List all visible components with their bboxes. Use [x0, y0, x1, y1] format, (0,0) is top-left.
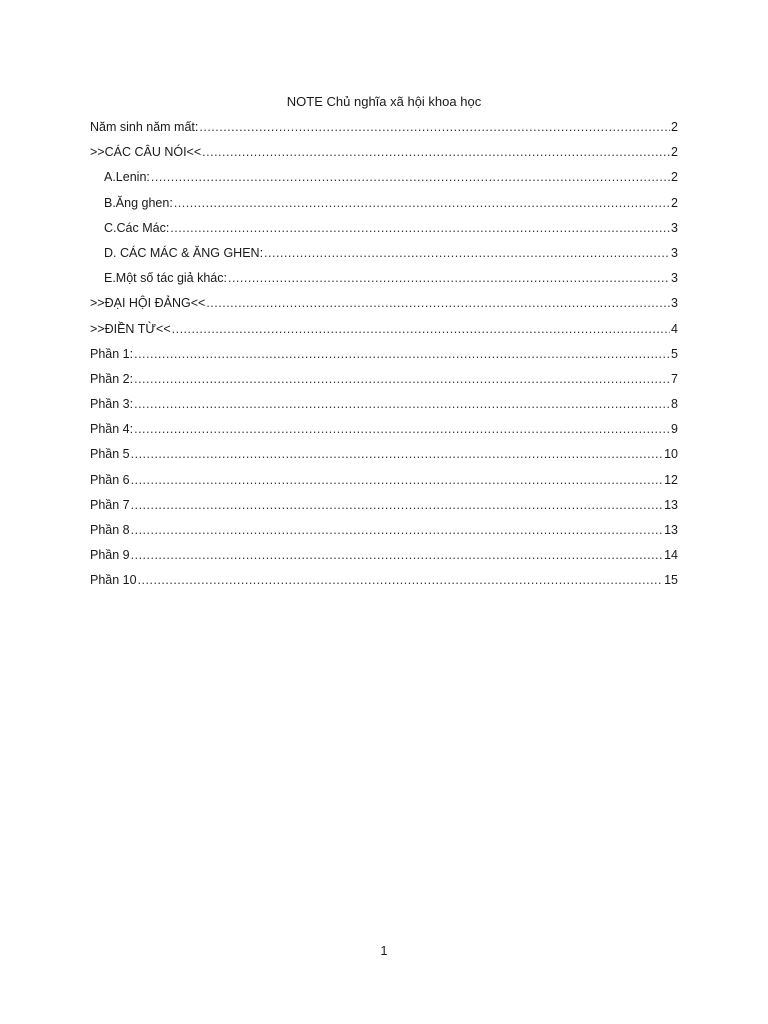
toc-dot-leader: [131, 545, 663, 565]
toc-dot-leader: [202, 142, 670, 162]
toc-entry-label: D. CÁC MÁC & ĂNG GHEN:: [104, 245, 264, 260]
toc-entry-label: E.Một số tác giả khác:: [104, 271, 227, 286]
toc-dot-leader: [170, 218, 670, 238]
page-number: 1: [380, 944, 388, 958]
toc-entry[interactable]: [90, 368, 678, 393]
toc-dot-leader: [228, 268, 670, 288]
toc-entry-page: 13: [664, 497, 678, 512]
toc-dot-leader: [206, 293, 670, 313]
toc-dot-leader: [134, 419, 670, 439]
toc-entry[interactable]: [90, 292, 678, 317]
toc-entry-label: >>ĐIỀN TỪ<<: [90, 321, 171, 336]
toc-entry-page: 2: [671, 120, 678, 134]
toc-entry-page: 3: [671, 271, 678, 286]
toc-dot-leader: [131, 444, 663, 464]
toc-entry-label: Phần 10: [90, 573, 137, 588]
toc-entry-page: 10: [664, 447, 678, 462]
toc-entry-label: Phần 2:: [90, 371, 134, 386]
toc-entry-label: B.Ăng ghen:: [104, 195, 173, 210]
document-title: NOTE Chủ nghĩa xã hội khoa học: [286, 94, 482, 109]
toc-entry-label: Phần 3:: [90, 397, 134, 412]
toc-dot-leader: [174, 193, 670, 213]
toc-dot-leader: [264, 243, 670, 263]
toc-entry-page: 3: [671, 245, 678, 260]
toc-entry-label: A.Lenin:: [104, 170, 150, 185]
toc-entry-label: Phần 6: [90, 472, 130, 487]
toc-entry-page: 2: [671, 195, 678, 210]
toc-entry-label: >>ĐẠI HỘI ĐẢNG<<: [90, 296, 206, 311]
toc-entry-label: >>CÁC CÂU NÓI<<: [90, 145, 202, 160]
toc-entry[interactable]: [90, 443, 678, 468]
toc-entry-page: 15: [664, 573, 678, 588]
toc-entry[interactable]: [90, 267, 678, 292]
toc-entry[interactable]: [90, 569, 678, 594]
toc-dot-leader: [151, 167, 670, 187]
toc-dot-leader: [131, 520, 663, 540]
toc-entry-page: 8: [671, 397, 678, 412]
toc-entry[interactable]: [90, 242, 678, 267]
toc-dot-leader: [199, 117, 670, 137]
toc-dot-leader: [134, 394, 670, 414]
toc-entry[interactable]: [90, 544, 678, 569]
toc-dot-leader: [134, 369, 670, 389]
table-of-contents: [90, 116, 678, 595]
toc-dot-leader: [138, 570, 664, 590]
toc-entry-label: Phần 1:: [90, 346, 134, 361]
toc-entry-label: Phần 8: [90, 523, 130, 537]
toc-entry-label: Phần 7: [90, 497, 130, 512]
toc-entry-page: 7: [671, 371, 678, 386]
toc-entry-label: Phần 5: [90, 447, 130, 462]
toc-entry[interactable]: [90, 519, 678, 544]
toc-entry-label: Phần 9: [90, 548, 130, 563]
toc-entry-page: 4: [671, 321, 678, 336]
toc-entry[interactable]: [90, 494, 678, 519]
toc-entry-page: 13: [664, 523, 678, 537]
toc-entry[interactable]: [90, 141, 678, 166]
toc-entry[interactable]: [90, 393, 678, 418]
toc-entry[interactable]: [90, 116, 678, 141]
toc-entry[interactable]: [90, 469, 678, 494]
toc-entry-page: 3: [671, 220, 678, 235]
toc-entry-page: 3: [671, 296, 678, 311]
toc-entry-page: 14: [664, 548, 678, 563]
toc-entry-page: 9: [671, 422, 678, 437]
toc-entry[interactable]: [90, 418, 678, 443]
toc-entry[interactable]: [90, 217, 678, 242]
toc-dot-leader: [134, 344, 670, 364]
toc-entry[interactable]: [90, 318, 678, 343]
toc-entry-label: Năm sinh năm mất:: [90, 120, 199, 134]
toc-entry-page: 2: [671, 145, 678, 160]
toc-entry-page: 5: [671, 346, 678, 361]
toc-entry-page: 12: [664, 472, 678, 487]
toc-dot-leader: [131, 495, 663, 515]
toc-dot-leader: [172, 319, 670, 339]
toc-entry-label: Phần 4:: [90, 422, 134, 437]
toc-entry-label: C.Các Mác:: [104, 220, 170, 235]
toc-entry[interactable]: [90, 192, 678, 217]
toc-entry[interactable]: [90, 343, 678, 368]
toc-entry[interactable]: [90, 166, 678, 191]
toc-dot-leader: [131, 470, 663, 490]
toc-entry-page: 2: [671, 170, 678, 185]
